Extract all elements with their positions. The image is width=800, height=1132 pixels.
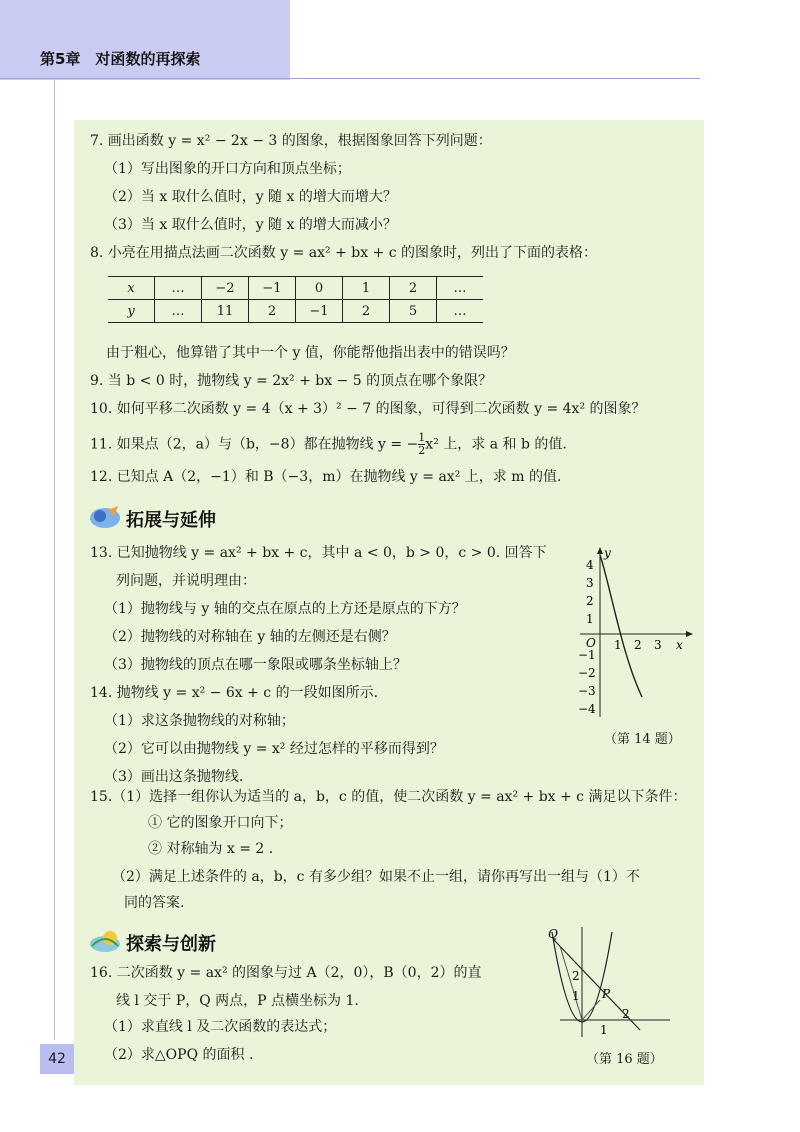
x-axis-label: x <box>676 638 683 652</box>
q14-part3: （3）画出这条抛物线. <box>104 769 244 785</box>
margin-rule <box>54 80 55 1040</box>
table-row-x <box>108 277 483 300</box>
table-cell: 2 <box>390 277 437 300</box>
q16-part2: （2）求△OPQ 的面积 . <box>104 1047 254 1063</box>
q13-part1: （1）抛物线与 y 轴的交点在原点的上方还是原点的下方？ <box>104 601 466 617</box>
table-cell: … <box>437 277 484 300</box>
q7-part3: （3）当 x 取什么值时，y 随 x 的增大而减小？ <box>104 217 397 233</box>
point-q-label: Q <box>548 927 558 941</box>
page-number: 42 <box>40 1044 74 1074</box>
segment-op <box>582 1000 600 1020</box>
q16-stem-line1: 16. 二次函数 y = ax² 的图象与过 A（2，0），B（0，2）的直 <box>90 965 482 981</box>
q16-stem-line2: 线 l 交于 P，Q 两点，P 点横坐标为 1. <box>116 993 359 1009</box>
x-tick: 2 <box>622 1007 630 1021</box>
parabola-curve <box>600 555 642 697</box>
y-tick: 1 <box>572 989 580 1003</box>
table-cell: x <box>108 277 155 300</box>
q13-part3: （3）抛物线的顶点在哪一象限或哪条坐标轴上？ <box>104 657 407 673</box>
y-tick: −4 <box>578 702 596 716</box>
y-tick: −1 <box>578 648 596 662</box>
q9-text: 9. 当 b < 0 时，抛物线 y = 2x² + bx − 5 的顶点在哪个象限？ <box>90 373 493 389</box>
table-cell: y <box>108 300 155 323</box>
table-cell: −1 <box>249 277 296 300</box>
q7-part1: （1）写出图象的开口方向和顶点坐标； <box>104 161 351 177</box>
q15-part1: 15.（1）选择一组你认为适当的 a，b，c 的值，使二次函数 y = ax² + bx + c 满足以下条件： <box>90 789 687 805</box>
y-tick: 2 <box>572 969 580 983</box>
fraction-denominator: 2 <box>418 444 426 457</box>
q14-part1: （1）求这条抛物线的对称轴； <box>104 713 295 729</box>
x-tick: 2 <box>634 638 642 652</box>
point-p-label: P <box>602 987 611 1001</box>
q14-figure-caption: （第 14 题） <box>604 732 681 747</box>
table-cell: 2 <box>249 300 296 323</box>
y-axis-label: y <box>604 546 611 560</box>
q13-stem-line1: 13. 已知抛物线 y = ax² + bx + c，其中 a < 0，b > 0，c > 0. 回答下 <box>90 545 547 561</box>
q7-stem: 7. 画出函数 y = x² − 2x − 3 的图象，根据图象回答下列问题： <box>90 133 492 149</box>
q11-text <box>90 432 567 457</box>
q15-part2-line2: 同的答案. <box>124 895 185 911</box>
y-tick: −3 <box>578 684 596 698</box>
y-tick: −2 <box>578 666 596 680</box>
x-axis-arrow-icon <box>686 631 693 637</box>
y-tick: 4 <box>586 558 594 572</box>
origin-label: O <box>586 636 596 650</box>
q12-text: 12. 已知点 A（2，−1）和 B（−3，m）在抛物线 y = ax² 上，求 m 的值. <box>90 469 562 485</box>
y-tick: 3 <box>586 576 594 590</box>
table-cell: −1 <box>296 300 343 323</box>
q14-part2: （2）它可以由抛物线 y = x² 经过怎样的平移而得到？ <box>104 741 444 757</box>
x-tick: 1 <box>614 638 622 652</box>
table-cell: 2 <box>343 300 390 323</box>
section-title-extend: 拓展与延伸 <box>126 510 216 531</box>
q11-part-a: 11. 如果点（2，a）与（b，−8）都在抛物线 y = − <box>90 436 419 453</box>
q8-after-text: 由于粗心，他算错了其中一个 y 值，你能帮他指出表中的错误吗？ <box>106 345 515 361</box>
q8-value-table <box>108 276 483 323</box>
q13-stem-line2: 列问题，并说明理由： <box>116 573 256 589</box>
x-tick: 3 <box>654 638 662 652</box>
table-cell: 5 <box>390 300 437 323</box>
table-cell: 1 <box>343 277 390 300</box>
table-cell: 11 <box>202 300 249 323</box>
table-cell: −2 <box>202 277 249 300</box>
q15-condition1: ① 它的图象开口向下； <box>148 815 293 831</box>
q8-stem: 8. 小亮在用描点法画二次函数 y = ax² + bx + c 的图象时，列出了下面的表格： <box>90 245 598 261</box>
y-tick: 2 <box>586 594 594 608</box>
q14-parabola-graph <box>570 545 696 720</box>
chapter-title: 第5章 对函数的再探索 <box>40 50 201 68</box>
y-tick: 1 <box>586 612 594 626</box>
q15-part2-line1: （2）满足上述条件的 a，b，c 有多少组？如果不止一组，请你再写出一组与（1）不 <box>112 869 640 885</box>
table-cell: … <box>155 277 202 300</box>
table-row-y <box>108 300 483 323</box>
q7-part2: （2）当 x 取什么值时，y 随 x 的增大而增大？ <box>104 189 397 205</box>
x-tick: 1 <box>600 1023 608 1037</box>
q14-stem: 14. 抛物线 y = x² − 6x + c 的一段如图所示. <box>90 685 379 701</box>
section-expand-icon <box>88 504 122 530</box>
q16-figure-caption: （第 16 题） <box>586 1052 663 1067</box>
table-cell: … <box>437 300 484 323</box>
fraction-numerator: 1 <box>418 431 426 444</box>
q15-condition2: ② 对称轴为 x = 2 . <box>148 841 274 857</box>
y-axis-arrow-icon <box>597 547 603 554</box>
q16-line-parabola-graph <box>540 922 680 1042</box>
table-cell: … <box>155 300 202 323</box>
header-divider <box>0 78 700 79</box>
q11-part-b: x² 上，求 a 和 b 的值. <box>425 436 567 453</box>
section-title-explore: 探索与创新 <box>126 934 216 955</box>
q16-part1: （1）求直线 l 及二次函数的表达式； <box>104 1019 337 1035</box>
table-cell: 0 <box>296 277 343 300</box>
q13-part2: （2）抛物线的对称轴在 y 轴的左侧还是右侧？ <box>104 629 396 645</box>
q10-text: 10. 如何平移二次函数 y = 4（x + 3）² − 7 的图象，可得到二次函数 y = 4x² 的图象？ <box>90 401 646 417</box>
section-explore-icon <box>88 928 122 954</box>
